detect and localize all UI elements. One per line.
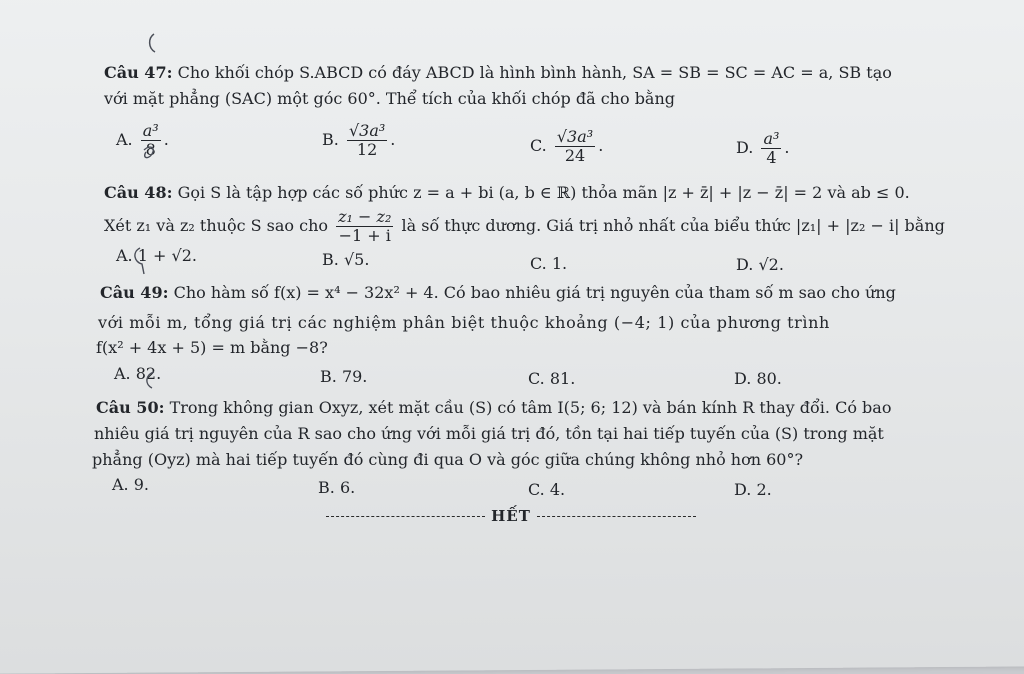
q50-option-a[interactable] <box>112 475 149 495</box>
option-fraction: $\frac{\text{a³}}{8}$ <box>142 121 159 159</box>
option-letter: C. <box>528 369 545 388</box>
option-letter: C. <box>528 480 545 499</box>
end-marker <box>326 507 696 525</box>
option-letter: A. <box>112 475 129 494</box>
q49-line1 <box>100 283 896 303</box>
end-dash-right <box>537 516 696 517</box>
pen-mark-q49-a <box>135 364 168 392</box>
q50-label: Câu 50: <box>96 398 165 417</box>
q47-line1 <box>104 63 892 83</box>
q48-label: Câu 48: <box>104 183 173 202</box>
q48-option-d[interactable] <box>736 255 784 275</box>
option-text: 81. <box>549 369 576 388</box>
q49-option-c[interactable] <box>528 369 575 389</box>
q48-option-b[interactable] <box>322 250 369 270</box>
option-letter: D. <box>734 369 752 388</box>
q49-text-line1: Cho hàm số f(x) = x⁴ − 32x² + 4. Có bao nhiêu giá trị nguyên của tham số m sao cho ứng <box>173 283 896 302</box>
q47-label: Câu 47: <box>104 63 173 82</box>
q47-option-b[interactable]: B. $\frac{\text{√3a³}}{12}$ . <box>322 121 396 159</box>
option-letter: B. <box>318 478 335 497</box>
option-text: 9. <box>133 475 149 494</box>
option-text: 2. <box>756 480 772 499</box>
option-fraction: $\frac{\text{√3a³}}{24}$ <box>556 127 594 165</box>
option-fraction: $\frac{\text{√3a³}}{12}$ <box>348 121 386 159</box>
q50-option-d[interactable] <box>734 480 772 500</box>
option-text: √5. <box>343 250 370 269</box>
q48-line2-post: là số thực dương. Giá trị nhỏ nhất của biểu thức |z₁| + |z₂ − i| bằng <box>401 216 945 235</box>
option-letter: A. <box>116 130 133 149</box>
q50-option-c[interactable] <box>528 480 565 500</box>
option-text: 82. <box>135 364 162 383</box>
end-dash-left <box>326 516 485 517</box>
end-text: HẾT <box>491 507 531 525</box>
option-letter: A. <box>114 364 131 383</box>
option-text: 1 + √2. <box>137 246 197 265</box>
pen-mark-q47-a <box>138 138 168 164</box>
pen-mark-q47 <box>140 30 170 60</box>
option-letter: B. <box>322 130 339 149</box>
option-letter: B. <box>320 367 337 386</box>
q50-line3: phẳng (Oyz) mà hai tiếp tuyến đó cùng đi qua O và góc giữa chúng không nhỏ hơn 60°? <box>92 450 804 469</box>
q49-option-d[interactable] <box>734 369 782 389</box>
q47-option-c[interactable]: C. $\frac{\text{√3a³}}{24}$ . <box>530 127 604 165</box>
pen-mark-q48-a <box>128 244 158 278</box>
q48-line2 <box>104 208 945 245</box>
q47-option-a[interactable]: A. $\frac{\text{a³}}{8}$ . <box>116 121 169 159</box>
option-text: 6. <box>339 478 356 497</box>
option-text: 80. <box>756 369 782 388</box>
q50-option-b[interactable] <box>318 478 355 498</box>
option-text: 1. <box>551 254 568 273</box>
option-text: 4. <box>549 480 566 499</box>
option-letter: B. <box>322 250 339 269</box>
option-letter: A. <box>116 246 133 265</box>
q47-text-line1: Cho khối chóp S.ABCD có đáy ABCD là hình bình hành, SA = SB = SC = AC = a, SB tạo <box>177 63 892 82</box>
q50-line1 <box>96 398 891 418</box>
q49-line3: f(x² + 4x + 5) = m bằng −8? <box>96 338 328 357</box>
option-text: 79. <box>341 367 368 386</box>
q50-line2: nhiêu giá trị nguyên của R sao cho ứng với mỗi giá trị đó, tồn tại hai tiếp tuyến của (S) trong mặt <box>94 424 884 443</box>
q48-option-c[interactable] <box>530 254 567 274</box>
q47-option-d[interactable]: D. $\frac{\text{a³}}{4}$ . <box>736 129 790 167</box>
option-text: √2. <box>758 255 784 274</box>
q47-line2: với mặt phẳng (SAC) một góc 60°. Thể tích của khối chóp đã cho bằng <box>104 89 676 108</box>
option-letter: C. <box>530 254 547 273</box>
q48-line1 <box>104 183 910 203</box>
q50-text-line1: Trong không gian Oxyz, xét mặt cầu (S) có tâm I(5; 6; 12) và bán kính R thay đổi. Có bao <box>169 398 892 417</box>
q49-label: Câu 49: <box>100 283 169 302</box>
option-letter: D. <box>734 480 752 499</box>
q48-fraction: $\frac{\text{z₁ − z₂}}{-1 + i}$ <box>338 207 392 245</box>
option-letter: D. <box>736 255 754 274</box>
q49-line2: với mỗi m, tổng giá trị các nghiệm phân biệt thuộc khoảng (−4; 1) của phương trình <box>98 313 830 332</box>
q49-option-b[interactable] <box>320 367 367 387</box>
option-fraction: $\frac{\text{a³}}{4}$ <box>763 129 780 167</box>
q48-text-line1: Gọi S là tập hợp các số phức z = a + bi (a, b ∈ ℝ) thỏa mãn |z + z̄| + |z − z̄| = 2 và ab ≤ 0. <box>177 183 910 202</box>
q48-line2-pre: Xét z₁ và z₂ thuộc S sao cho <box>104 216 329 235</box>
option-letter: D. <box>736 138 754 157</box>
option-letter: C. <box>530 136 547 155</box>
